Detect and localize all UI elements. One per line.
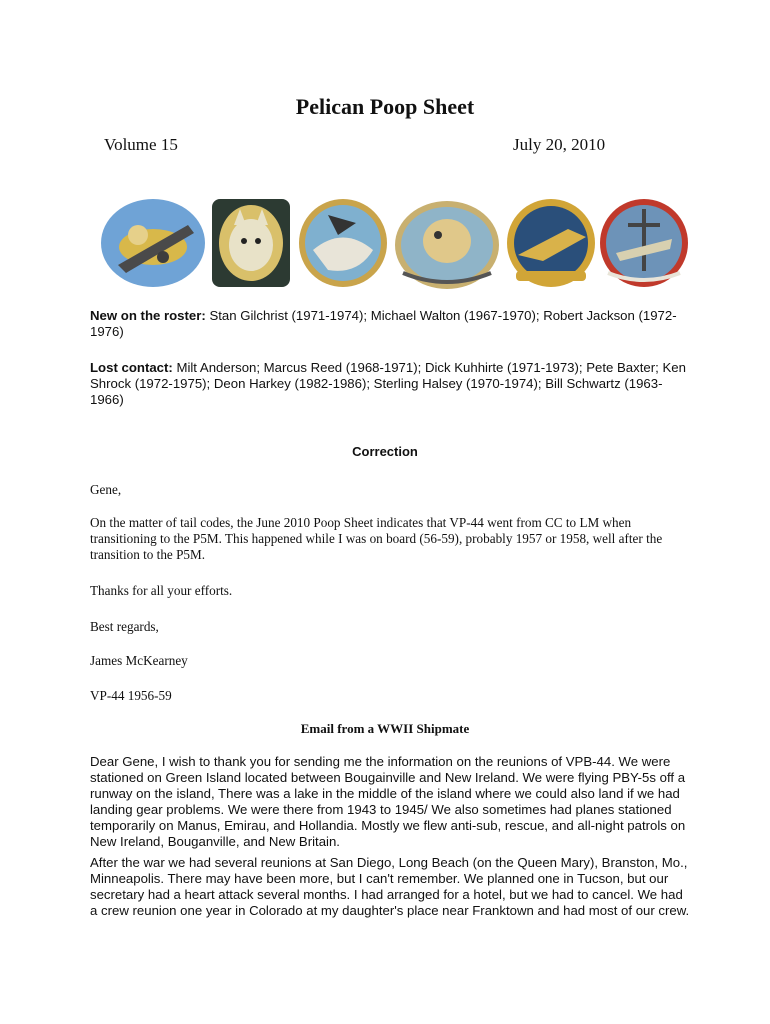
correction-signature-unit: VP-44 1956-59: [90, 688, 172, 703]
pelican-anchor-emblem-icon: [600, 199, 688, 287]
correction-thanks: Thanks for all your efforts.: [90, 583, 233, 598]
email-paragraph-1: Dear Gene, I wish to thank you for sending me the information on the reunions of VPB-44. We were stationed on Green Island located between Bougainville and New Ireland. We were flying PBY-5s off a runway on the island, There was a lake in the middle of the island where we could also land if we had landing gear problems. We were there from 1943 to 1945/ We also sometimes had planes stationed temporarily on Manus, Emirau, and Hollandia. Mostly we flew anti-sub, rescue, and all-night patrols on New Ireland, Bouganville, and New Britain.: [90, 754, 686, 849]
roster-label: New on the roster:: [90, 308, 206, 323]
correction-body: On the matter of tail codes, the June 2010 Poop Sheet indicates that VP-44 went from CC to LM when transitioning to the P5M. This happened while I was on board (56-59), probably 1957 or 1958, well after the transition to the P5M.: [90, 515, 663, 562]
issue-date: July 20, 2010: [513, 135, 606, 154]
lost-contact-label: Lost contact:: [90, 360, 173, 375]
correction-heading: Correction: [352, 444, 418, 459]
pelican-flight-emblem-icon: [507, 199, 595, 287]
squadron-emblems-strip: [98, 195, 690, 291]
page-title: Pelican Poop Sheet: [295, 94, 475, 119]
roster-names: Stan Gilchrist (1971-1974); Michael Walton (1967-1970); Robert Jackson (1972-1976): [90, 308, 677, 339]
correction-regards: Best regards,: [90, 619, 159, 634]
cat-shield-emblem-icon: [212, 199, 290, 287]
pelican-bomber-emblem-icon: [101, 199, 205, 287]
pelican-globe-emblem-icon: [299, 199, 387, 287]
email-paragraph-2: After the war we had several reunions at San Diego, Long Beach (on the Queen Mary), Branston, Mo., Minneapolis. There may have been more, but I can't remember. We planned one in Tucson, but our secretary had a heart attack several months. I had arranged for a hotel, but we had to cancel. We had a crew reunion one year in Colorado at my daughter's place near Franktown and had most of our crew.: [90, 855, 690, 918]
correction-signature-name: James McKearney: [90, 653, 188, 668]
volume-label: Volume 15: [104, 135, 178, 154]
lost-contact-names: Milt Anderson; Marcus Reed (1968-1971); Dick Kuhhirte (1971-1973); Pete Baxter; Ken Shrock (1972-1975); Deon Harkey (1982-1986); Sterling Halsey (1970-1974); Bill Schwartz (1963-1966): [90, 360, 686, 407]
correction-greeting: Gene,: [90, 482, 122, 497]
email-heading: Email from a WWII Shipmate: [300, 721, 470, 736]
lost-contact-paragraph: [90, 360, 690, 408]
pelican-aviator-emblem-icon: [395, 201, 499, 289]
roster-paragraph: [90, 308, 690, 340]
